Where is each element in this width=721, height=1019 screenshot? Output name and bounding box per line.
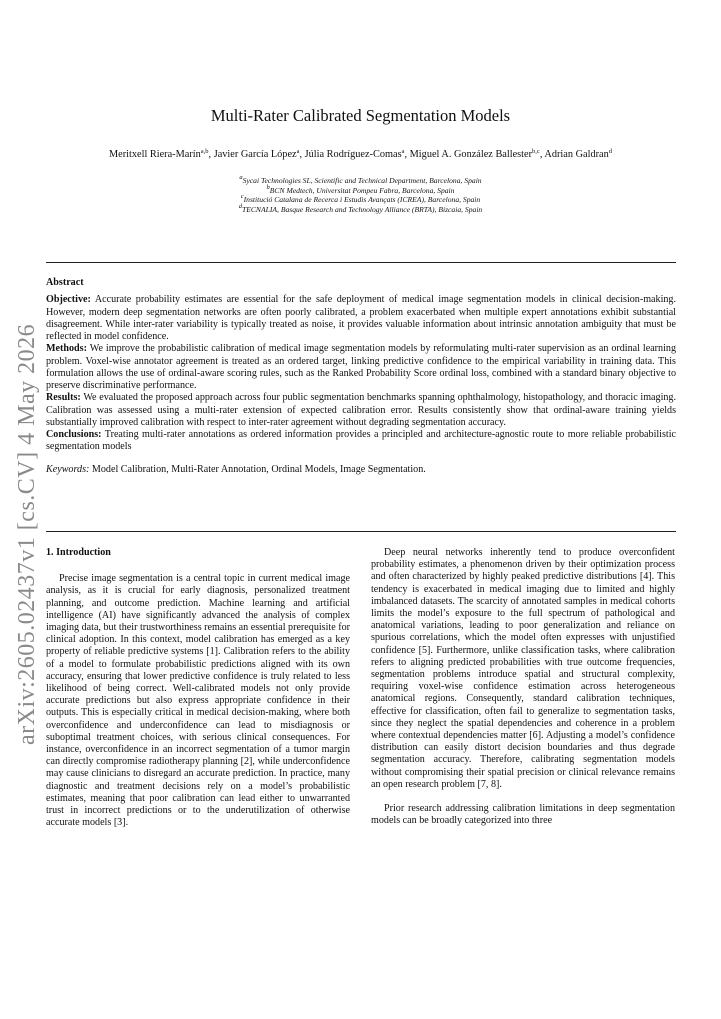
body-column-left xyxy=(46,547,350,829)
author-affil-mark: a,b xyxy=(200,148,209,155)
abstract-objective xyxy=(46,294,676,343)
author-name: Javier García López xyxy=(213,149,297,160)
methods-label: Methods: xyxy=(46,343,87,355)
author-affil-mark: b,c xyxy=(532,148,540,155)
paper-title: Multi-Rater Calibrated Segmentation Models xyxy=(210,106,511,125)
affil-text: TECNALIA, Basque Research and Technology Alliance (BRTA), Bizcaia, Spain xyxy=(242,205,483,215)
conclusions-label: Conclusions: xyxy=(46,429,102,440)
affiliation xyxy=(0,205,721,215)
results-label: Results: xyxy=(46,392,81,404)
body-column-right xyxy=(371,547,675,827)
affiliation xyxy=(0,195,721,205)
abstract-top-rule xyxy=(46,262,676,263)
results-text: We evaluated the proposed approach across four public segmentation benchmarks spanning ophthalmology, histopathology, and thoracic imaging. Calibration was assessed using a multi-rater extension of expected calibration error. Results consistently show that ordinal-aware training yields substantially improved calibration with respect to inter-rater agreement without degrading segmentation accuracy. xyxy=(46,392,676,428)
affil-text: Sycai Technologies SL, Scientific and Technical Department, Barcelona, Spain xyxy=(242,176,482,185)
keywords-text: Model Calibration, Multi-Rater Annotation, Ordinal Models, Image Segmentation. xyxy=(91,463,426,475)
affil-mark: a xyxy=(239,174,243,181)
affil-text: BCN Medtech, Universitat Pompeu Fabra, Barcelona, Spain xyxy=(269,185,455,195)
author-list: Meritxell Riera-Marín$^{a,b}$, Javier García López$^a$, Júlia Rodríguez-Comas$^a$, Miguel A. González Ballester$^{b,c}$, Adrian Galdran$^d$ xyxy=(108,148,612,160)
section-heading-introduction: 1. Introduction xyxy=(46,547,111,558)
affil-mark: c xyxy=(240,193,244,201)
author-name: Meritxell Riera-Marín xyxy=(108,149,201,160)
affil-mark: d xyxy=(238,203,242,211)
affil-mark: b xyxy=(266,183,270,191)
author-name: Miguel A. González Ballester xyxy=(409,149,533,160)
abstract-heading: Abstract xyxy=(46,277,84,288)
author-affil-mark: d xyxy=(608,148,612,155)
arxiv-stamp: arXiv:2605.02437v1 [cs.CV] 4 May 2026 xyxy=(14,323,40,745)
abstract-results xyxy=(46,392,676,429)
keywords-label: Keywords: xyxy=(46,463,90,475)
objective-text: Accurate probability estimates are essential for the safe deployment of medical image segmentation models in clinical decision-making. However, modern deep segmentation networks are often poorly calibrated, a problem exacerbated when multiple expert annotations exhibit substantial disagreement. While inter-rater variability is typically treated as noise, it provides valuable information about intrinsic annotation ambiguity that must be reflected in model confidence. xyxy=(46,294,677,342)
intro-paragraph-3: Prior research addressing calibration limitations in deep segmentation models can be broadly categorized into three xyxy=(371,803,675,827)
intro-paragraph-2: Deep neural networks inherently tend to produce overconfident probability estimates, a phenomenon driven by their optimization process and often characterized by highly peaked predictive distributions [4]. This tendency is exacerbated in medical imaging due to limited and highly imbalanced datasets. The scarcity of annotated samples in medical cohorts limits the model’s exposure to the full spectrum of pathological and anatomical variations, leading to poor generalization and reliance on spurious correlations, which the model often expresses with unjustified confidence [5]. Furthermore, unlike classification tasks, where calibration refers to aligning predicted probabilities with true outcome frequencies, segmentation problems introduce spatial and structural complexity, requiring voxel-wise confidence estimation across heterogeneous anatomical regions. Consequently, standard calibration techniques, effective for classification, often fail to generalize to segmentation tasks, since they neglect the spatial dependencies and coherence in a problem where contextual dependencies matter [6]. Adjusting a model’s confidence distribution can easily distort decision boundaries and thus degrade segmentation accuracy. Therefore, calibrating segmentation models without compromising their spatial precision or clinical relevance remains an open research problem [7, 8]. xyxy=(371,547,675,790)
objective-label: Objective: xyxy=(46,294,91,306)
abstract-methods xyxy=(46,343,676,392)
affil-text: Institució Catalana de Recerca i Estudis Avançats (ICREA), Barcelona, Spain xyxy=(243,195,481,205)
author-name: Júlia Rodríguez-Comas xyxy=(304,149,402,160)
abstract-conclusions xyxy=(46,429,676,454)
author-affil-mark: a xyxy=(296,148,300,155)
methods-text: We improve the probabilistic calibration of medical image segmentation models by reformulating multi-rater supervision as an ordinal learning problem. Voxel-wise annotator agreement is treated as an ordered target, linking predictive confidence to the empirical variability in training data. This formulation allows the use of ordinal-aware scoring rules, such as the Ranked Probability Score ordinal loss, combined with a standard binary objective to preserve discriminative performance. xyxy=(46,343,676,391)
intro-paragraph-1: Precise image segmentation is a central topic in current medical image analysis, as it is crucial for early diagnosis, personalized treatment planning, and outcome prediction. Machine learning and artificial intelligence (AI) have significantly advanced the analysis of complex imaging data, but their trustworthiness remains an essential prerequisite for clinical adoption. In this context, model calibration has emerged as a key property of reliable predictive systems [1]. Calibration refers to the ability of a model to formulate probabilistic predictions aligned with its own accuracy, ensuring that lower predictive confidence is truly related to less likelihood of being correct. Well-calibrated models not only provide accurate predictions but also express appropriate confidence in their outputs. This is especially critical in medical decision-making, where both overconfidence and underconfidence can lead to misdiagnosis or suboptimal treatment choices, with serious clinical consequences. For instance, overconfidence in an incorrect segmentation of a tumor margin can directly compromise radiotherapy planning [2], while underconfidence may cause clinicians to disregard an accurate prediction. In practice, many diagnostic and treatment decisions rely on a model’s probabilistic estimates, meaning that poor calibration can lead either to unwarranted trust in incorrect predictions or to the underutilization of otherwise accurate models [3]. xyxy=(46,573,350,829)
affiliation xyxy=(0,176,721,186)
abstract-bottom-rule xyxy=(46,531,676,532)
abstract-section xyxy=(46,277,676,476)
author-name: Adrian Galdran xyxy=(544,149,609,160)
affiliation xyxy=(0,183,721,196)
conclusions-text: Treating multi-rater annotations as ordered information provides a principled and architecture-agnostic route to more reliable probabilistic segmentation models xyxy=(46,429,677,453)
affiliation-list xyxy=(0,176,721,215)
keywords xyxy=(46,464,676,476)
author-affil-mark: a xyxy=(401,148,405,155)
